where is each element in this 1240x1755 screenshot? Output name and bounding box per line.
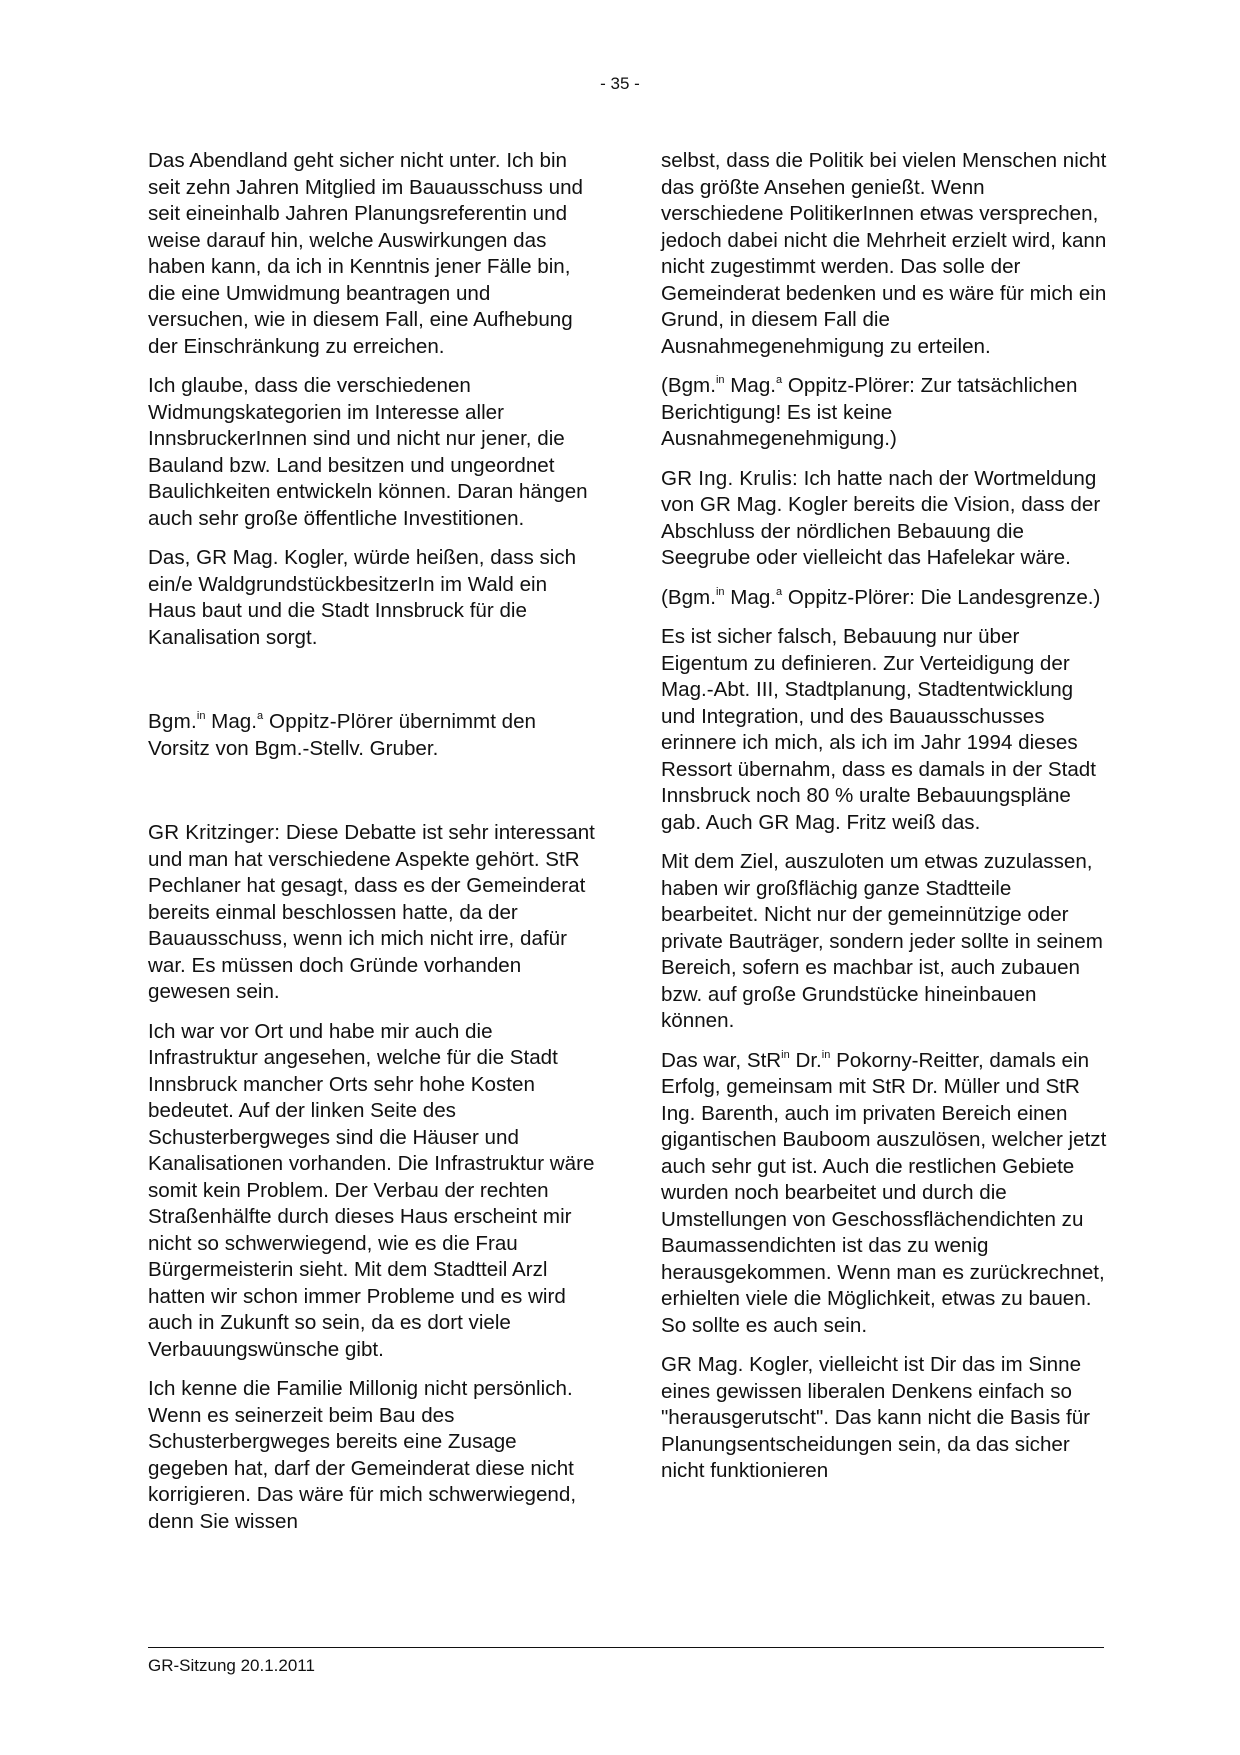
interjection-open: (Bgm.	[661, 374, 716, 397]
paragraph	[661, 1048, 1111, 1340]
text-segment: Das war, StR	[661, 1048, 782, 1072]
page-number: - 35 -	[600, 74, 640, 93]
interjection	[661, 585, 1111, 612]
superscript: a	[256, 710, 264, 722]
superscript: a	[776, 585, 783, 598]
speech-paragraph	[148, 820, 596, 1006]
paragraph: Das Abendland geht sicher nicht unter. Ich bin seit zehn Jahren Mitglied im Bauausschuss und seit eineinhalb Jahren Planungsreferentin und weise darauf hin, welche Auswirkungen das haben kann, da ich in Kenntnis jener Fälle bin, die eine Umwidmung beantragen und versuchen, wie in diesem Fall, eine Aufhebung der Einschränkung zu erreichen.	[148, 149, 583, 358]
interjection-open: (Bgm.	[661, 585, 716, 609]
speaker-name: GR Kritzinger:	[148, 821, 281, 844]
footer-session-date: GR-Sitzung 20.1.2011	[148, 1656, 315, 1675]
interjection	[661, 373, 1111, 453]
right-column	[661, 148, 1111, 1498]
speaker-title: Mag.	[205, 710, 257, 733]
superscript: a	[776, 374, 783, 386]
paragraph: Ich war vor Ort und habe mir auch die Infrastruktur angesehen, welche für die Stadt Innsbruck mancher Orts sehr hohe Kosten bedeutet. Auf der linken Seite des Schusterbergweges sind die Häuser und Kanalisationen vorhanden. Die Infrastruktur wäre somit kein Problem. Der Verbau der rechten Straßenhälfte durch dieses Haus erscheint mir nicht so schwerwiegend, wie es die Frau Bürgermeisterin sieht. Mit dem Stadtteil Arzl hatten wir schon immer Probleme und es wird auch in Zukunft so sein, da es dort viele Verbauungswünsche gibt.	[148, 1019, 595, 1361]
superscript: in	[715, 585, 725, 598]
chair-change-note	[148, 709, 596, 762]
paragraph: Es ist sicher falsch, Bebauung nur über Eigentum zu definieren. Zur Verteidigung der Mag.-Abt. III, Stadtplanung, Stadtentwicklung und Integration, und des Bauausschusses erinnere ich mich, als ich im Jahr 1994 dieses Ressort übernahm, dass es damals in der Stadt Innsbruck noch 80 % uralte Bebauungspläne gab. Auch GR Mag. Fritz weiß das.	[661, 625, 1096, 834]
text-segment: Dr.	[789, 1048, 822, 1072]
superscript: in	[781, 1048, 790, 1061]
paragraph: GR Mag. Kogler, vielleicht ist Dir das im Sinne eines gewissen liberalen Denkens einfach so "herausgerutscht". Das kann nicht die Basis für Planungsentscheidungen sein, da das sicher nicht funktionieren	[661, 1353, 1090, 1482]
paragraph: Ich glaube, dass die verschiedenen Widmungskategorien im Interesse aller InnsbruckerInnen sind und nicht nur jener, die Bauland bzw. Land besitzen und ungeordnet Baulichkeiten entwickeln können. Daran hängen auch sehr große öffentliche Investitionen.	[148, 374, 588, 530]
speaker-title: Mag.	[724, 374, 777, 397]
paragraph: Das, GR Mag. Kogler, würde heißen, dass sich ein/e WaldgrundstückbesitzerIn im Wald ein Haus baut und die Stadt Innsbruck für die Kanalisation sorgt.	[148, 546, 577, 649]
interjection-text: Oppitz-Plörer: Zur tatsächlichen Berichtigung! Es ist keine Ausnahmegenehmigung.)	[661, 374, 1078, 450]
interjection-text: Oppitz-Plörer: Die Landesgrenze.)	[782, 585, 1101, 609]
footer-divider	[148, 1647, 1104, 1648]
speaker-name: Oppitz-Plörer	[263, 710, 393, 733]
speech-paragraph	[661, 466, 1111, 572]
speaker-name: GR Ing. Krulis:	[661, 466, 798, 490]
paragraph: selbst, dass die Politik bei vielen Menschen nicht das größte Ansehen genießt. Wenn verschiedene PolitikerInnen etwas versprechen, jedoch dabei nicht die Mehrheit erzielt wird, kann nicht zugestimmt werden. Das solle der Gemeinderat bedenken und es wäre für mich ein Grund, in diesem Fall die Ausnahmegenehmigung zu erteilen.	[661, 149, 1107, 358]
text-segment: Pokorny-Reitter, damals ein Erfolg, gemeinsam mit StR Dr. Müller und StR Ing. Barenth, auch im privaten Bereich einen gigantischen Bauboom auszulösen, welcher jetzt auch sehr gut ist. Auch die restlichen Gebiete wurden noch bearbeitet und durch die Umstellungen von Geschossflächendichten zu Baumassendichten ist das zu wenig herausgekommen. Wenn man es zurückrechnet, erhielten viele die Möglichkeit, etwas zu bauen. So sollte es auch sein.	[661, 1048, 1107, 1337]
paragraph: Mit dem Ziel, auszuloten um etwas zuzulassen, haben wir großflächig ganze Stadtteile bearbeitet. Nicht nur der gemeinnützige oder private Bauträger, sondern jeder sollte in seinem Bereich, sofern es machbar ist, auch zubauen bzw. auf große Grundstücke hineinbauen können.	[661, 850, 1103, 1032]
superscript: in	[821, 1048, 831, 1061]
superscript: in	[196, 710, 206, 722]
speaker-title: Mag.	[724, 585, 777, 609]
speaker-title: Bgm.	[148, 710, 197, 733]
speech-text: Ich hatte nach der Wortmeldung von GR Mag. Kogler bereits die Vision, dass der Abschluss der nördlichen Bebauung die Seegrube oder vielleicht das Hafelekar wäre.	[661, 466, 1101, 569]
paragraph: Ich kenne die Familie Millonig nicht persönlich. Wenn es seinerzeit beim Bau des Schusterbergweges bereits eine Zusage gegeben hat, darf der Gemeinderat diese nicht korrigieren. Das wäre für mich schwerwiegend, denn Sie wissen	[148, 1377, 577, 1533]
note-text: übernimmt den Vorsitz von Bgm.-Stellv. Gruber.	[148, 710, 537, 760]
superscript: in	[715, 374, 725, 386]
speech-text: Diese Debatte ist sehr interessant und man hat verschiedene Aspekte gehört. StR Pechlaner hat gesagt, dass es der Gemeinderat bereits einmal beschlossen hatte, da der Bauausschuss, wenn ich mich nicht irre, dafür war. Es müssen doch Gründe vorhanden gewesen sein.	[148, 821, 595, 1003]
left-column	[148, 148, 596, 1548]
